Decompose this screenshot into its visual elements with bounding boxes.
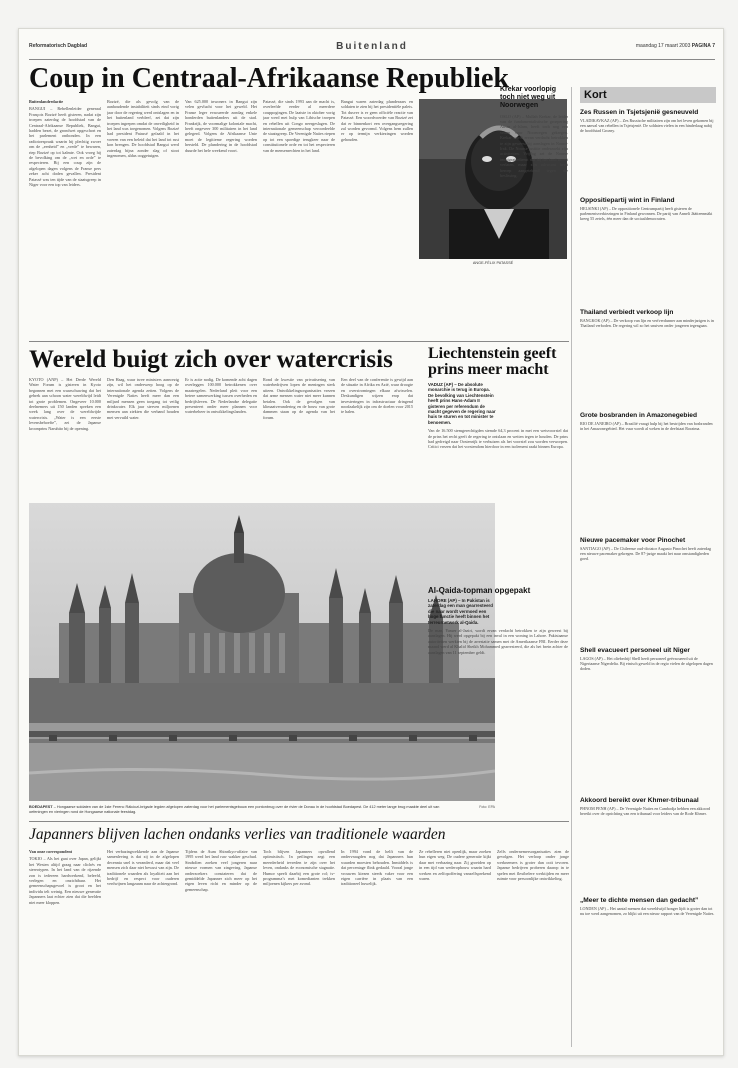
kort-body: RIO DE JANEIRO (AP) – Brazilië vraagt hulp bij het bestrijden van bosbranden in het Amazonegebied. Het vuur woedt al weken in de deelstaat Roraima. <box>580 420 713 431</box>
kort-heading: Oppositiepartij wint in Finland <box>580 197 675 204</box>
kort-body: LAGOS (AP) – Het oliebedrijf Shell heeft personeel geëvacueerd uit de Nigeriaanse Nigerdelta. Bij etnisch geweld in de regio vielen de afgelopen dagen doden. <box>580 655 713 671</box>
article6-col5: In 1994 vond de helft van de ondervraagden nog dat Japanners hun waarden moesten behouden. Inmiddels is dat percentage flink gedaald. Vooral jonge vrouwen kiezen steeds vaker voor een eigen carrière in plaats van een traditioneel huwelijk. <box>341 849 413 887</box>
budapest-caption-lead: BOEDAPEST <box>29 805 53 809</box>
alqaida-article <box>428 586 568 778</box>
kort-heading: Nieuwe pacemaker voor Pinochet <box>580 537 686 544</box>
kort-item <box>580 412 716 431</box>
liechtenstein-lead: VADUZ (AP) – De absolute monarchie is terug in Europa. De bevolking van Liechtenstein heeft prins Hans-Adam II gisteren per referendum de macht gegeven de regering naar huis te sturen en tot minister te benoemen. <box>428 382 496 425</box>
masthead <box>29 39 715 59</box>
headline-water: Wereld buigt zich over watercrisis <box>29 346 393 373</box>
article6-text1: TOKIO – Als het gaat over Japan, gelijkt het Westen altijd graag naar clichés en stereotypen. In het land van de rijzende zon is iedereen hardwerkend, beleefd, verlegen en onzichtbaar. Het gemeenschapsgevoel is groot en het individu telt weinig. Een nieuwe generatie Japanners laat echter zien dat die beelden niet meer kloppen. <box>29 856 101 905</box>
kort-item <box>580 897 716 916</box>
article1-col3: Van 625.000 inwoners in Bangui zijn velen gevlucht voor het geweld. Het Franse leger evacueerde zondag enkele honderden buitenlanders uit de stad. Frankrijk, de voormalige koloniale macht, heeft ongeveer 300 militairen in het land gelegerd. Volgens de Afrikaanse Unie moet de legitieme regering worden hersteld. De plundering in de hoofdstad duurde het hele weekend voort. <box>185 99 257 153</box>
budapest-photo-credit: Foto: EPA <box>479 805 495 809</box>
article6-col6: Ze rebelleren niet openlijk, maar zoeken hun eigen weg. De oudere generatie kijkt daar met verbazing naar. Zij groeiden op in een tijd van wederopbouw waarin hard werken en zelfopoffering vanzelfsprekend waren. <box>419 849 491 882</box>
krekar-body: OSLO (AP) – Mullah Krekar, de leider van de fundamentalistische groepering Ansar al-Islam, heeft toch nog een visum voor Noorwegen gekregen. Krekar wordt ervan verdacht betrokken te zijn geweest bij aanslagen in Noord-Irak. De Noorse justitie onderzoekt zijn activiteiten. Vrijdag zei de Noorse immigratiedienst dat hij het land moest verlaten, maar zijn advocaat heeft beroep aangetekend tegen die beslissing. <box>500 113 568 179</box>
kort-item <box>580 797 716 816</box>
kort-item <box>580 537 716 561</box>
headline-liechtenstein: Liechtenstein geeft prins meer macht <box>428 345 557 378</box>
article3-col5: Een deel van de conferentie is gewijd aan de situatie in Afrika en Azië, waar droogte en overstromingen elkaar afwisselen. Deskundigen wijzen erop dat investeringen in infrastructuur dringend noodzakelijk zijn om de doelen voor 2015 te halen. <box>341 377 413 415</box>
budapest-caption-text: – Hongaarse soldaten van de 1ste Ferenc Rákóczi-brigade legden afgelopen zaterdag voor het parlementsgebouw een pontonbrug over de rivier de Donau in de hoofdstad Boedapest. De 412 meter lange brug maakte deel uit van oefeningen en vieringen rond de Hongaarse nationale feestdag. <box>29 805 440 814</box>
kort-item <box>580 647 716 671</box>
krekar-article <box>500 86 568 309</box>
headline-coup: Coup in Centraal-Afrikaanse Republiek <box>29 63 509 94</box>
kort-heading: Zes Russen in Tsjetsjenië gesneuveld <box>580 109 699 116</box>
paper-name: Reformatorisch Dagblad <box>29 43 88 49</box>
kort-item <box>580 197 716 221</box>
sidebar-title: Kort <box>580 87 716 103</box>
masthead-rule <box>29 59 715 60</box>
article3-col2: Den Haag, waar twee ministers aanwezig zijn, wil het onderwerp hoog op de internationale agenda zetten. Volgens de Verenigde Naties heeft meer dan een miljard mensen geen toegang tot veilig drinkwater. Elk jaar sterven miljoenen mensen aan ziekten die verband houden met vervuild water. <box>107 377 179 420</box>
kort-body: LONDEN (AP) – Het aantal mensen dat wereldwijd honger lijdt is groter dan tot nu toe werd aangenomen, zo blijkt uit een nieuw rapport van de Verenigde Naties. <box>580 905 715 916</box>
alqaida-body: De man, Yasser al-Jaziri, wordt ervan verdacht betrokken te zijn geweest bij aanslagen. Hij werd opgepakt bij een inval in een woning in Lahore. Pakistaanse autoriteiten werkten bij de arrestatie samen met de Amerikaanse FBI. Eerder deze maand werd al Khalid Sheikh Mohammed gearresteerd, die als het brein achter de aanslagen van 11 september geldt. <box>428 628 568 655</box>
article6-col3: Tijdens de Aum Shinrikyo-affaire van 1995 werd het land ruw wakker geschud. Sindsdien zoeken veel jongeren naar nieuwe vormen van zingeving. Japanse onderzoekers constateren dat de gemiddelde Japanner zich meer op het eigen leven richt en minder op de gemeenschap. <box>185 849 257 892</box>
article1-byline: Buitenlandredactie <box>29 99 64 104</box>
date-and-page <box>636 43 715 49</box>
article6-col2: Het verbazingwekkende aan de Japanse samenleving is dat zij in de afgelopen decennia snel is veranderd, maar dat veel mensen zich daar niet bewust van zijn. De traditionele waarden als loyaliteit aan het bedrijf en respect voor ouderen verdwijnen langzaam naar de achtergrond. <box>107 849 179 887</box>
article6-byline: Van onze correspondent <box>29 849 73 854</box>
kort-body: BANGKOK (AP) – De verkoop van lijn en verfverdunner aan minderjarigen is in Thailand verboden. De regering wil zo het snuiven onder jongeren tegengaan. <box>580 317 714 328</box>
kort-body: VLADIKAVKAZ (AP) – Zes Russische militairen zijn om het leven gekomen bij een aanval van rebellen in Tsjetsjenië. De soldaten vielen in een hinderlaag nabij de hoofdstad Grozny. <box>580 117 714 133</box>
article6-col1 <box>29 849 101 1049</box>
section-title: Buitenland <box>336 41 408 52</box>
patasse-caption: ANGE-FÉLIX PATASSÉ <box>472 261 514 265</box>
liechtenstein-body: Van de 16.500 stemgerechtigden stemde 64,3 procent in met een wetsvoorstel dat de prins het recht geeft de regering te ontslaan en wetten tegen te houden. De prins had gedreigd naar Oostenrijk te verhuizen als het voorstel zou worden verworpen. Critici vrezen dat het vorstendom hierdoor in een isolement raakt binnen Europa. <box>428 428 568 450</box>
newspaper-page <box>18 28 724 1056</box>
kort-heading: Akkoord bereikt over Khmer-tribunaal <box>580 797 699 804</box>
article6-col4: Toch blijven Japanners opvallend optimistisch. In peilingen zegt een meerderheid tevreden te zijn over het leven, ondanks de economische stagnatie. Humor speelt daarbij een grote rol; tv-programma’s met komedianten trekken miljoenen kijkers per avond. <box>263 849 335 887</box>
article6-col7: Zelfs ondernemersorganisaties zien de gevolgen. Het verloop onder jonge werknemers is groter dan ooit tevoren. Japanse bedrijven proberen daarop in te spelen met flexibelere werktijden en meer ruimte voor persoonlijke ontwikkeling. <box>497 849 569 882</box>
budapest-photo <box>29 503 495 801</box>
date: maandag 17 maart 2003 <box>635 43 691 49</box>
kort-heading: Thailand verbiedt verkoop lijn <box>580 309 674 316</box>
budapest-caption <box>29 805 449 815</box>
article1-col1 <box>29 99 101 335</box>
sidebar-kort <box>571 87 715 1047</box>
kort-body: PHNOM PENH (AP) – De Verenigde Naties en Cambodja hebben een akkoord bereikt over de oprichting van een tribunaal voor leiders van de Rode Khmer. <box>580 805 711 816</box>
article-rule-bottom <box>29 821 569 822</box>
article1-col2: Bozizé, die als gevolg van de aanhoudende instabiliteit sinds eind vorig jaar door de regering werd ontslagen en in het buitenland verbleef, zei dat zijn troepen ingrepen omdat de onveiligheid in het land was toegenomen. Volgens Bozizé had president Patassé gefaald in het voeren van een beleid dat het land tot rust kon brengen. De hoofdstad Bangui werd zaterdag bijna zonder slag of stoot ingenomen, aldus ooggetuigen. <box>107 99 179 159</box>
headline-japan: Japanners blijven lachen ondanks verlies van traditionele waarden <box>29 826 446 843</box>
article3-col3: Er is actie nodig. De komende acht dagen overleggen 100.000 betrokkenen over maatregelen. Nederland pleit voor een betere samenwerking tussen overheden en bedrijfsleven. De Nederlandse delegatie presenteert onder meer plannen voor waterbeheer in ontwikkelingslanden. <box>185 377 257 415</box>
kort-heading: Grote bosbranden in Amazonegebied <box>580 412 697 419</box>
kort-heading: „Meer te dichte mensen dan gedacht” <box>580 897 699 904</box>
kort-body: SANTIAGO (AP) – De Chileense oud-dictator Augusto Pinochet heeft zaterdag een nieuwe pacemaker gekregen. De 87-jarige maakt het naar omstandigheden goed. <box>580 545 712 561</box>
article1-col4: Patassé, die sinds 1993 aan de macht is, overleefde eerder al meerdere couppogingen. De laatste in oktober vorig jaar werd met hulp van Libische troepen en rebellen uit Congo neergeslagen. De internationale gemeenschap veroordeelde de staatsgreep. De Verenigde Naties riepen op tot een spoedige terugkeer naar de constitutionele orde en tot het respecteren van de mensenrechten in het land. <box>263 99 335 153</box>
kort-item <box>580 309 716 328</box>
article3-col1: KYOTO (ANP) – Het Derde Wereld Water Forum is gisteren in Kyoto begonnen met een waarschuwing dat het gebrek aan schoon water wereldwijd leidt tot grote problemen. Ongeveer 10.000 deelnemers uit 150 landen spreken een week lang over de wereldwijde watercrisis. „Water is een eerste levensbehoefte”, zei de Japanse kroonprins Naruhito bij de opening. <box>29 377 101 431</box>
budapest-parliament-image <box>29 503 495 801</box>
article3-col4: Rond de kwestie van privatisering van waterbedrijven lopen de meningen sterk uiteen. Ontwikkelingsorganisaties vrezen dat arme mensen water niet meer kunnen betalen. Ook de gevolgen van klimaatverandering en de bouw van grote dammen staan op de agenda van het forum. <box>263 377 335 420</box>
kort-item <box>580 109 716 133</box>
article1-col5: Bangui waren zaterdag plunderaars en soldaten te zien bij het presidentiële paleis. Tot dusver is er geen officiële reactie van Patassé. Een woordvoerder van Bozizé zei dat er binnenkort een overgangsregering zal worden gevormd. Volgens hem zullen er op termijn verkiezingen worden gehouden. <box>341 99 413 142</box>
page-number: 7 <box>712 43 715 49</box>
article1-rule <box>29 341 569 342</box>
kort-body: HELSINKI (AP) – De oppositionele Centrumpartij heeft gisteren de parlementsverkiezingen in Finland gewonnen. De partij van Anneli Jäätteenmäki kreeg 55 zetels, één meer dan de sociaaldemocraten. <box>580 205 713 221</box>
page-label: PAGINA <box>691 43 711 49</box>
liechtenstein-article <box>428 346 568 578</box>
headline-alqaida: Al-Qaida-topman opgepakt <box>428 586 531 595</box>
alqaida-lead: LAHORE (AP) – In Pakistan is zaterdag een man gearresteerd die naar wordt vermoed een hoge functie heeft binnen het terreurnetwerk al-Qaida. <box>428 598 493 625</box>
krekar-headline: Krekar voorlopig toch niet weg uit Noorwegen <box>500 86 557 110</box>
kort-heading: Shell evacueert personeel uit Niger <box>580 647 690 654</box>
article1-text1: BANGUI – Rebellenleider generaal François Bozizé heeft gisteren, nadat zijn troepen zaterdag de hoofdstad van de Centraal-Afrikaanse Republiek, Bangui, hadden bezet, de grondwet opgeschort en het parlement ontbonden. In een radiotoespraak waarin hij plechtig zwoer om de „eenheid” en „vrede” te bewaren, riep Bozizé op tot kalmte. Ook vroeg hij de bevolking om de „wet en orde” te respecteren. Bij een coup zijn de afgelopen dagen volgens de Franse pers zeker acht doden gevallen. President Patassé was ten tijde van de staatsgreep in Niger voor een top van leiders. <box>29 106 101 188</box>
